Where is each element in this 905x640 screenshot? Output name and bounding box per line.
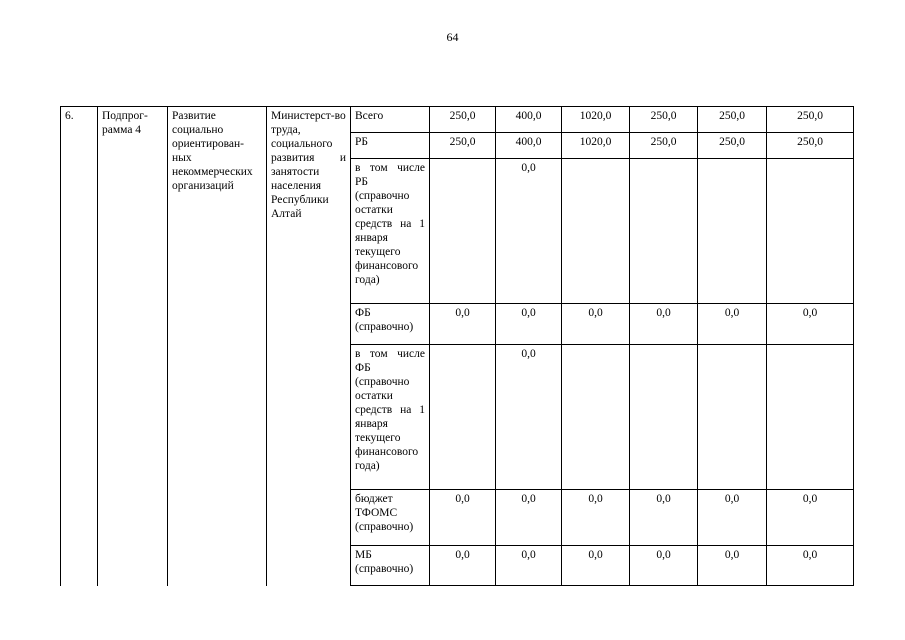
value-cell: 0,0 [630, 304, 698, 345]
value-cell [562, 159, 630, 304]
value-cell [630, 345, 698, 490]
value-cell: 250,0 [630, 107, 698, 133]
value-cell: 250,0 [430, 133, 496, 159]
funding-source-cell: ФБ (справочно) [351, 304, 430, 345]
value-cell: 0,0 [698, 304, 767, 345]
executor-cell: Министерст-во труда, социального развития и занятости населения Республики Алтай [267, 107, 351, 586]
value-cell [430, 159, 496, 304]
value-cell: 250,0 [767, 133, 854, 159]
funding-source-cell: Всего [351, 107, 430, 133]
value-cell: 1020,0 [562, 133, 630, 159]
value-cell: 250,0 [430, 107, 496, 133]
value-cell: 1020,0 [562, 107, 630, 133]
value-cell: 0,0 [767, 304, 854, 345]
value-cell: 0,0 [496, 345, 562, 490]
value-cell [767, 159, 854, 304]
value-cell: 0,0 [630, 546, 698, 586]
funding-source-cell: МБ (справочно) [351, 546, 430, 586]
value-cell: 0,0 [496, 490, 562, 546]
value-cell [630, 159, 698, 304]
value-cell [562, 345, 630, 490]
value-cell [767, 345, 854, 490]
value-cell: 0,0 [430, 546, 496, 586]
funding-source-cell: РБ [351, 133, 430, 159]
value-cell [430, 345, 496, 490]
value-cell: 250,0 [767, 107, 854, 133]
value-cell: 0,0 [562, 304, 630, 345]
table-row [61, 107, 854, 133]
value-cell: 0,0 [562, 546, 630, 586]
value-cell: 0,0 [496, 546, 562, 586]
row-number-cell: 6. [61, 107, 98, 586]
program-name-cell: Развитие социально ориентирован-ных некоммерческих организаций [168, 107, 267, 586]
value-cell: 400,0 [496, 133, 562, 159]
funding-source-cell: в том числе ФБ (справочно остатки средств на 1 января текущего финансового года) [351, 345, 430, 490]
funding-source-cell: в том числе РБ (справочно остатки средств на 1 января текущего финансового года) [351, 159, 430, 304]
value-cell: 400,0 [496, 107, 562, 133]
value-cell: 0,0 [430, 304, 496, 345]
value-cell [698, 159, 767, 304]
value-cell: 0,0 [767, 490, 854, 546]
value-cell: 0,0 [496, 159, 562, 304]
funding-source-cell: бюджет ТФОМС (справочно) [351, 490, 430, 546]
value-cell: 0,0 [630, 490, 698, 546]
value-cell: 0,0 [496, 304, 562, 345]
value-cell: 0,0 [767, 546, 854, 586]
value-cell: 0,0 [430, 490, 496, 546]
value-cell: 250,0 [698, 133, 767, 159]
value-cell: 250,0 [630, 133, 698, 159]
page-number: 64 [446, 30, 459, 44]
value-cell: 250,0 [698, 107, 767, 133]
program-cell: Подпрог-рамма 4 [98, 107, 168, 586]
value-cell: 0,0 [698, 546, 767, 586]
value-cell: 0,0 [562, 490, 630, 546]
funding-table [60, 106, 854, 586]
value-cell [698, 345, 767, 490]
value-cell: 0,0 [698, 490, 767, 546]
